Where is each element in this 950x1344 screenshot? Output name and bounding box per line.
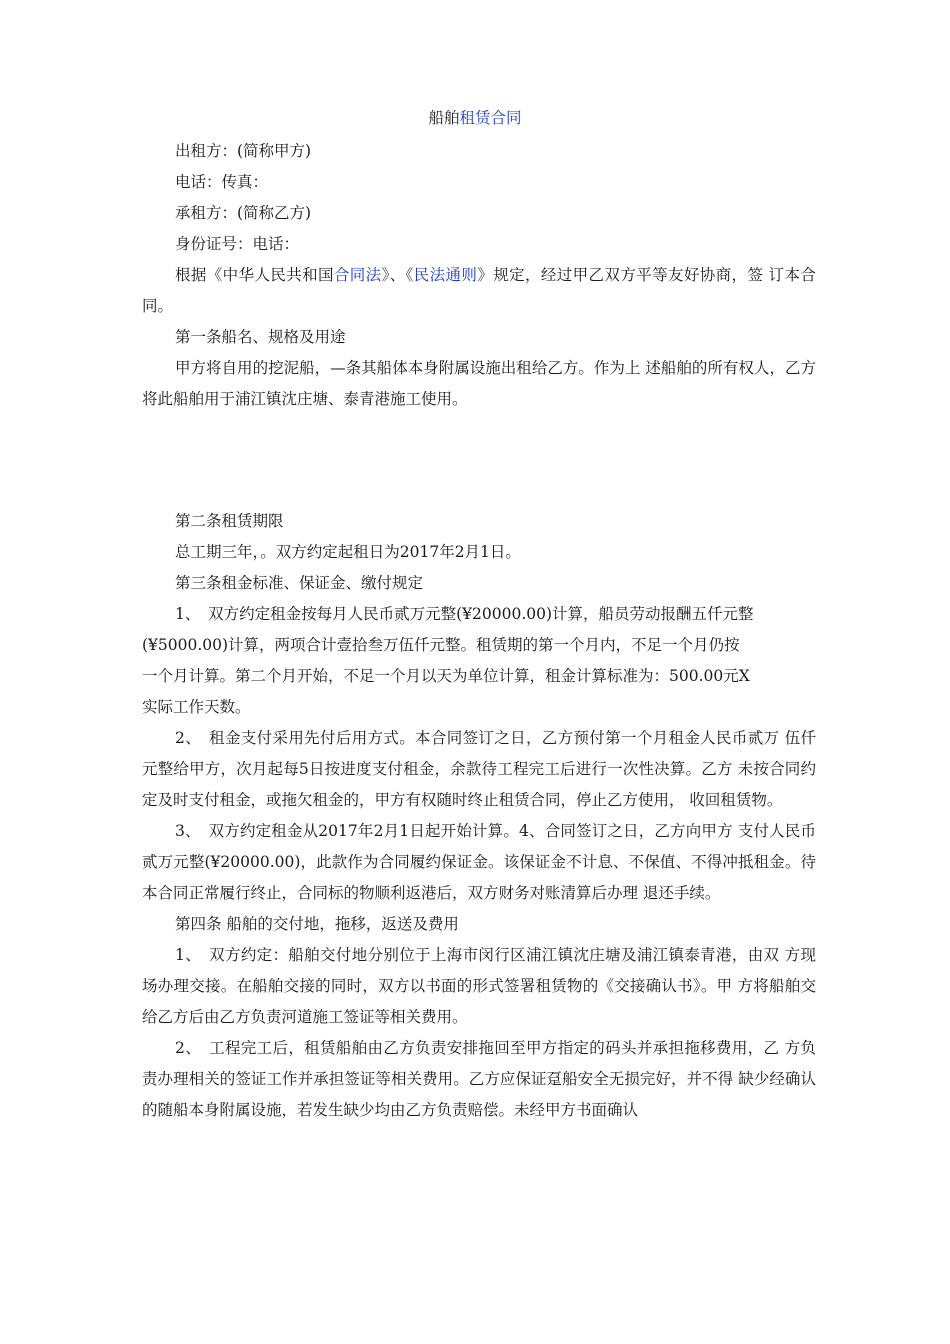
document-body-top — [142, 136, 816, 415]
intro-text-2: 》、《 — [381, 266, 414, 284]
article4-item2: 2、 工程完工后，租赁船舶由乙方负责安排拖回至甲方指定的码头并承担拖移费用，乙 方负责办理相关的签证工作并承担签证等相关费用。乙方应保证趸船安全无损完好，并不得 缺少经确认的随船本身附属设施，若发生缺少均由乙方负责赔偿。未经甲方书面确认 — [142, 1039, 816, 1119]
article3-item1-line3: 一个月计算。第二个月开始，不足一个月以天为单位计算，租金计算标准为：500.00元X — [142, 667, 750, 685]
lessor-line: 出租方：(简称甲方) — [175, 142, 312, 160]
document-body-bottom — [142, 506, 816, 1126]
title-text: 船舶 — [428, 109, 460, 127]
contract-law-link[interactable]: 合同法 — [333, 266, 382, 284]
intro-text-1: 根据《中华人民共和国 — [175, 266, 334, 284]
civil-law-link[interactable]: 民法通则 — [413, 266, 478, 284]
article2-heading: 第二条租赁期限 — [175, 512, 284, 530]
intro-text-3: 》规定，经过甲乙双方平等友好协商，签 订本合同。 — [142, 266, 816, 315]
article4-heading: 第四条 船舶的交付地，拖移，返送及费用 — [175, 915, 459, 933]
article4-item1: 1、 双方约定：船舶交付地分别位于上海市闵行区浦江镇沈庄塘及浦江镇泰青港，由双 方现场办理交接。在船舶交接的同时，双方以书面的形式签署租赁物的《交接确认书》。甲 方将船舶交给乙方后由乙方负责河道施工签证等相关费用。 — [142, 946, 816, 1026]
title-link[interactable]: 租赁合同 — [459, 109, 522, 127]
phone-fax-line: 电话：传真： — [175, 173, 269, 191]
article3-item1-line2: (¥5000.00)计算，两项合计壹拾叁万伍仟元整。租赁期的第一个月内，不足一个月仍按 — [142, 636, 740, 654]
article1-text: 甲方将自用的挖泥船，—条其船体本身附属设施出租给乙方。作为上 述船舶的所有权人，乙方将此船舶用于浦江镇沈庄塘、泰青港施工使用。 — [142, 359, 816, 408]
article1-heading: 第一条船名、规格及用途 — [175, 328, 346, 346]
article3-item1-line1: 1、 双方约定租金按每月人民币贰万元整(¥20000.00)计算，船员劳动报酬五仟元整 — [175, 605, 754, 623]
article3-item3: 3、 双方约定租金从2017年2月1日起开始计算。4、合同签订之日，乙方向甲方 支付人民币贰万元整(¥20000.00)，此款作为合同履约保证金。该保证金不计息、不保值、不得冲抵租金。待本合同正常履行终止，合同标的物顺利返港后，双方财务对账清算后办理 退还手续。 — [142, 822, 816, 902]
article3-heading: 第三条租金标准、保证金、缴付规定 — [175, 574, 424, 592]
id-phone-line: 身份证号：电话： — [175, 235, 300, 253]
document-title — [0, 106, 950, 130]
lessee-line: 承租方：(简称乙方) — [175, 204, 312, 222]
article2-text: 总工期三年，。双方约定起租日为2017年2月1日。 — [175, 543, 521, 561]
article3-item1-line4: 实际工作天数。 — [142, 698, 251, 716]
intro-paragraph — [142, 260, 816, 322]
article3-item2: 2、 租金支付采用先付后用方式。本合同签订之日，乙方预付第一个月租金人民币贰万 伍仟元整给甲方，次月起每5日按进度支付租金，余款待工程完工后进行一次性决算。乙方 未按合同约定及时支付租金，或拖欠租金的，甲方有权随时终止租赁合同，停止乙方使用， 收回租赁物。 — [142, 729, 816, 809]
